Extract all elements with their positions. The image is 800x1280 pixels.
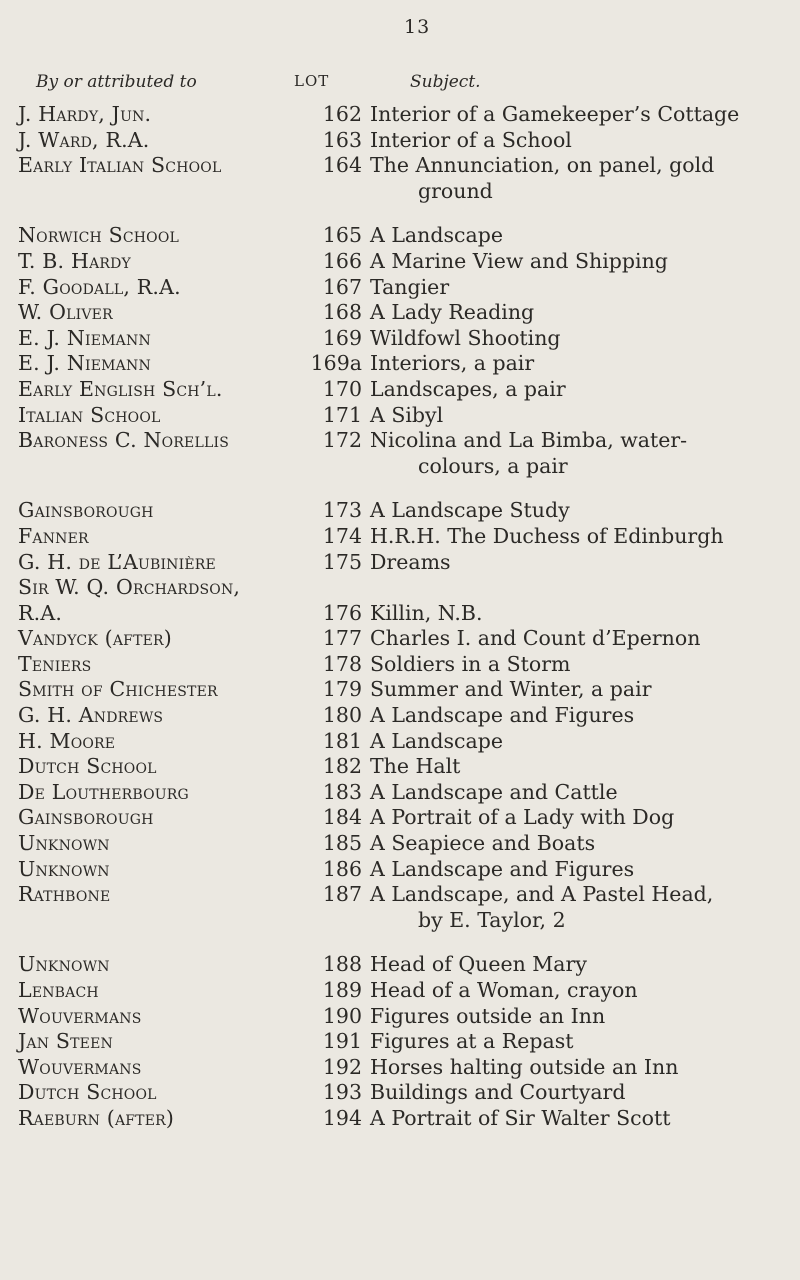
artist-name: Raeburn (after) bbox=[18, 1105, 175, 1130]
subject-line: A Landscape bbox=[370, 728, 503, 753]
list-item bbox=[0, 275, 800, 301]
lot-number: 178 bbox=[322, 651, 362, 676]
lot-number: 164 bbox=[322, 153, 362, 178]
subject-line: Landscapes, a pair bbox=[370, 376, 566, 401]
subject-text bbox=[370, 326, 780, 352]
artist-name: Rathbone bbox=[18, 882, 111, 907]
artist-name: Wouvermans bbox=[18, 1003, 142, 1028]
artist-name: J. Hardy, Jun. bbox=[18, 102, 152, 126]
list-item bbox=[0, 102, 800, 128]
list-item bbox=[0, 550, 800, 576]
subject-line: H.R.H. The Duchess of Edinburgh bbox=[370, 523, 724, 548]
header-artist: By or attributed to bbox=[36, 72, 197, 92]
lot-number: 168 bbox=[322, 300, 362, 325]
subject-text bbox=[370, 377, 780, 403]
subject-line: The Halt bbox=[370, 754, 461, 779]
list-item bbox=[0, 677, 800, 703]
lot-number: 176 bbox=[322, 600, 362, 625]
subject-text bbox=[370, 729, 780, 755]
subject-line: Nicolina and La Bimba, water- bbox=[370, 428, 688, 453]
artist-name: Smith of Chichester bbox=[18, 677, 218, 702]
lot-number: 188 bbox=[322, 952, 362, 977]
subject-line: A Marine View and Shipping bbox=[370, 248, 668, 273]
subject-text bbox=[370, 677, 780, 703]
subject-line: A Landscape and Cattle bbox=[370, 779, 618, 804]
artist-name: Gainsborough bbox=[18, 498, 154, 523]
artist-name: E. J. Niemann bbox=[18, 351, 151, 376]
subject-line: A Lady Reading bbox=[370, 300, 535, 325]
subject-line: Wildfowl Shooting bbox=[370, 325, 561, 350]
lot-number: 186 bbox=[322, 856, 362, 881]
subject-text bbox=[370, 626, 780, 652]
artist-name: T. B. Hardy bbox=[18, 248, 131, 273]
lot-number: 165 bbox=[322, 223, 362, 248]
artist-name: Sir W. Q. Orchardson, bbox=[18, 575, 241, 600]
subject-line: A Landscape, and A Pastel Head, bbox=[370, 882, 714, 907]
lot-number: 190 bbox=[322, 1003, 362, 1028]
lot-number: 182 bbox=[322, 754, 362, 779]
page-number: 13 bbox=[404, 16, 431, 38]
list-item bbox=[0, 1004, 800, 1030]
subject-line: Buildings and Courtyard bbox=[370, 1080, 626, 1105]
artist-name: Unknown bbox=[18, 856, 110, 881]
subject-text bbox=[370, 275, 780, 301]
list-item bbox=[0, 703, 800, 729]
lot-number: 171 bbox=[322, 402, 362, 427]
lot-number: 177 bbox=[322, 626, 362, 651]
list-item bbox=[0, 1055, 800, 1081]
subject-text bbox=[370, 428, 780, 479]
subject-text bbox=[370, 780, 780, 806]
lot-number: 173 bbox=[322, 498, 362, 523]
list-item bbox=[0, 1080, 800, 1106]
lot-number: 193 bbox=[322, 1080, 362, 1105]
artist-name: Unknown bbox=[18, 831, 110, 856]
lot-number: 187 bbox=[322, 882, 362, 907]
subject-line: Interior of a School bbox=[370, 127, 572, 152]
artist-name: Jan Steen bbox=[18, 1029, 113, 1054]
artist-name: Gainsborough bbox=[18, 805, 154, 830]
list-item bbox=[0, 1029, 800, 1055]
subject-text bbox=[370, 857, 780, 883]
lot-number: 189 bbox=[322, 978, 362, 1002]
lot-number: 174 bbox=[322, 523, 362, 548]
subject-text bbox=[370, 1106, 780, 1132]
lot-number: 192 bbox=[322, 1054, 362, 1079]
artist-name: R.A. bbox=[18, 600, 63, 625]
list-item bbox=[0, 351, 800, 377]
subject-text bbox=[370, 403, 780, 429]
subject-text bbox=[370, 1029, 780, 1055]
subject-line: Horses halting outside an Inn bbox=[370, 1054, 679, 1079]
list-item bbox=[0, 428, 800, 479]
lot-number: 163 bbox=[322, 127, 362, 152]
list-item bbox=[0, 780, 800, 806]
list-item bbox=[0, 223, 800, 249]
artist-name: Fanner bbox=[18, 523, 89, 548]
subject-text bbox=[370, 223, 780, 249]
subject-text bbox=[370, 1080, 780, 1106]
lot-number: 179 bbox=[322, 677, 362, 702]
lot-number: 175 bbox=[322, 549, 362, 574]
subject-line: A Portrait of a Lady with Dog bbox=[370, 805, 675, 830]
lot-number: 185 bbox=[322, 831, 362, 856]
subject-line: Interior of a Gamekeeper’s Cottage bbox=[370, 102, 740, 126]
list-item bbox=[0, 498, 800, 524]
subject-text bbox=[370, 652, 780, 678]
subject-text bbox=[370, 498, 780, 524]
artist-name: W. Oliver bbox=[18, 300, 113, 325]
artist-name: De Loutherbourg bbox=[18, 779, 189, 804]
subject-line: A Seapiece and Boats bbox=[370, 831, 596, 856]
list-item bbox=[0, 403, 800, 429]
subject-line: Summer and Winter, a pair bbox=[370, 677, 652, 702]
artist-name: Dutch School bbox=[18, 1080, 157, 1105]
list-item bbox=[0, 524, 800, 550]
subject-line: Dreams bbox=[370, 549, 451, 574]
list-item bbox=[0, 729, 800, 755]
list-item bbox=[0, 805, 800, 831]
subject-line: Tangier bbox=[370, 274, 450, 299]
subject-text bbox=[370, 703, 780, 729]
lot-number: 194 bbox=[322, 1105, 362, 1130]
subject-text bbox=[370, 1004, 780, 1030]
subject-text bbox=[370, 153, 780, 204]
subject-line: Soldiers in a Storm bbox=[370, 651, 571, 676]
subject-text bbox=[370, 1055, 780, 1081]
subject-line: A Landscape and Figures bbox=[370, 703, 635, 728]
artist-name: Unknown bbox=[18, 952, 110, 977]
artist-name: Norwich School bbox=[18, 223, 180, 248]
artist-name: G. H. Andrews bbox=[18, 703, 164, 728]
header-subject: Subject. bbox=[410, 72, 481, 92]
header-lot: LOT bbox=[294, 72, 330, 90]
subject-continuation: colours, a pair bbox=[418, 453, 568, 478]
catalogue-list bbox=[0, 102, 800, 1132]
list-item bbox=[0, 652, 800, 678]
list-item bbox=[0, 601, 800, 627]
subject-continuation: ground bbox=[418, 178, 493, 203]
lot-number: 184 bbox=[322, 805, 362, 830]
artist-name: Italian School bbox=[18, 402, 161, 427]
artist-name: J. Ward, R.A. bbox=[18, 127, 150, 152]
subject-line: Killin, N.B. bbox=[370, 600, 483, 625]
subject-line: A Sibyl bbox=[370, 402, 444, 427]
subject-line: The Annunciation, on panel, gold bbox=[370, 153, 715, 178]
list-item bbox=[0, 377, 800, 403]
subject-text bbox=[370, 754, 780, 780]
subject-text bbox=[370, 351, 780, 377]
lot-number: 181 bbox=[322, 728, 362, 753]
lot-number: 183 bbox=[322, 779, 362, 804]
list-item bbox=[0, 575, 800, 601]
list-item bbox=[0, 882, 800, 933]
subject-text bbox=[370, 550, 780, 576]
subject-text bbox=[370, 805, 780, 831]
artist-name: F. Goodall, R.A. bbox=[18, 274, 181, 299]
subject-text bbox=[370, 831, 780, 857]
subject-text bbox=[370, 978, 780, 1004]
artist-name: Dutch School bbox=[18, 754, 157, 779]
lot-number: 170 bbox=[322, 376, 362, 401]
subject-line: Figures outside an Inn bbox=[370, 1003, 606, 1028]
subject-line: A Landscape Study bbox=[370, 498, 570, 523]
lot-number: 166 bbox=[322, 248, 362, 273]
lot-number: 169 bbox=[322, 325, 362, 350]
list-item bbox=[0, 978, 800, 1004]
artist-name: Wouvermans bbox=[18, 1054, 142, 1079]
list-item bbox=[0, 326, 800, 352]
list-item bbox=[0, 626, 800, 652]
subject-text bbox=[370, 601, 780, 627]
subject-line: Charles I. and Count d’Epernon bbox=[370, 626, 701, 651]
list-item bbox=[0, 831, 800, 857]
artist-name: Vandyck (after) bbox=[18, 626, 172, 651]
lot-number: 167 bbox=[322, 274, 362, 299]
subject-text bbox=[370, 882, 780, 933]
list-item bbox=[0, 153, 800, 204]
lot-number: 180 bbox=[322, 703, 362, 728]
list-item bbox=[0, 128, 800, 154]
lot-number: 162 bbox=[322, 102, 362, 126]
list-item bbox=[0, 249, 800, 275]
subject-line: A Portrait of Sir Walter Scott bbox=[370, 1105, 671, 1130]
lot-number: 172 bbox=[322, 428, 362, 453]
list-item bbox=[0, 754, 800, 780]
lot-number: 169a bbox=[310, 351, 362, 376]
subject-text bbox=[370, 952, 780, 978]
subject-line: Head of a Woman, crayon bbox=[370, 978, 638, 1002]
list-item bbox=[0, 300, 800, 326]
subject-line: Figures at a Repast bbox=[370, 1029, 574, 1054]
artist-name: Early English Sch’l. bbox=[18, 376, 223, 401]
subject-line: Interiors, a pair bbox=[370, 351, 535, 376]
subject-line: A Landscape bbox=[370, 223, 503, 248]
artist-name: Lenbach bbox=[18, 978, 99, 1002]
subject-line: A Landscape and Figures bbox=[370, 856, 635, 881]
artist-name: Baroness C. Norellis bbox=[18, 428, 229, 453]
list-item bbox=[0, 857, 800, 883]
list-item bbox=[0, 952, 800, 978]
subject-text bbox=[370, 102, 780, 128]
subject-text bbox=[370, 524, 780, 550]
artist-name: Early Italian School bbox=[18, 153, 222, 178]
artist-name: Teniers bbox=[18, 651, 92, 676]
artist-name: G. H. de L’Aubinière bbox=[18, 549, 216, 574]
list-item bbox=[0, 1106, 800, 1132]
subject-continuation: by E. Taylor, 2 bbox=[418, 907, 566, 932]
subject-text bbox=[370, 249, 780, 275]
subject-text bbox=[370, 300, 780, 326]
artist-name: H. Moore bbox=[18, 728, 116, 753]
subject-text bbox=[370, 128, 780, 154]
artist-name: E. J. Niemann bbox=[18, 325, 151, 350]
lot-number: 191 bbox=[322, 1029, 362, 1054]
subject-line: Head of Queen Mary bbox=[370, 952, 587, 977]
